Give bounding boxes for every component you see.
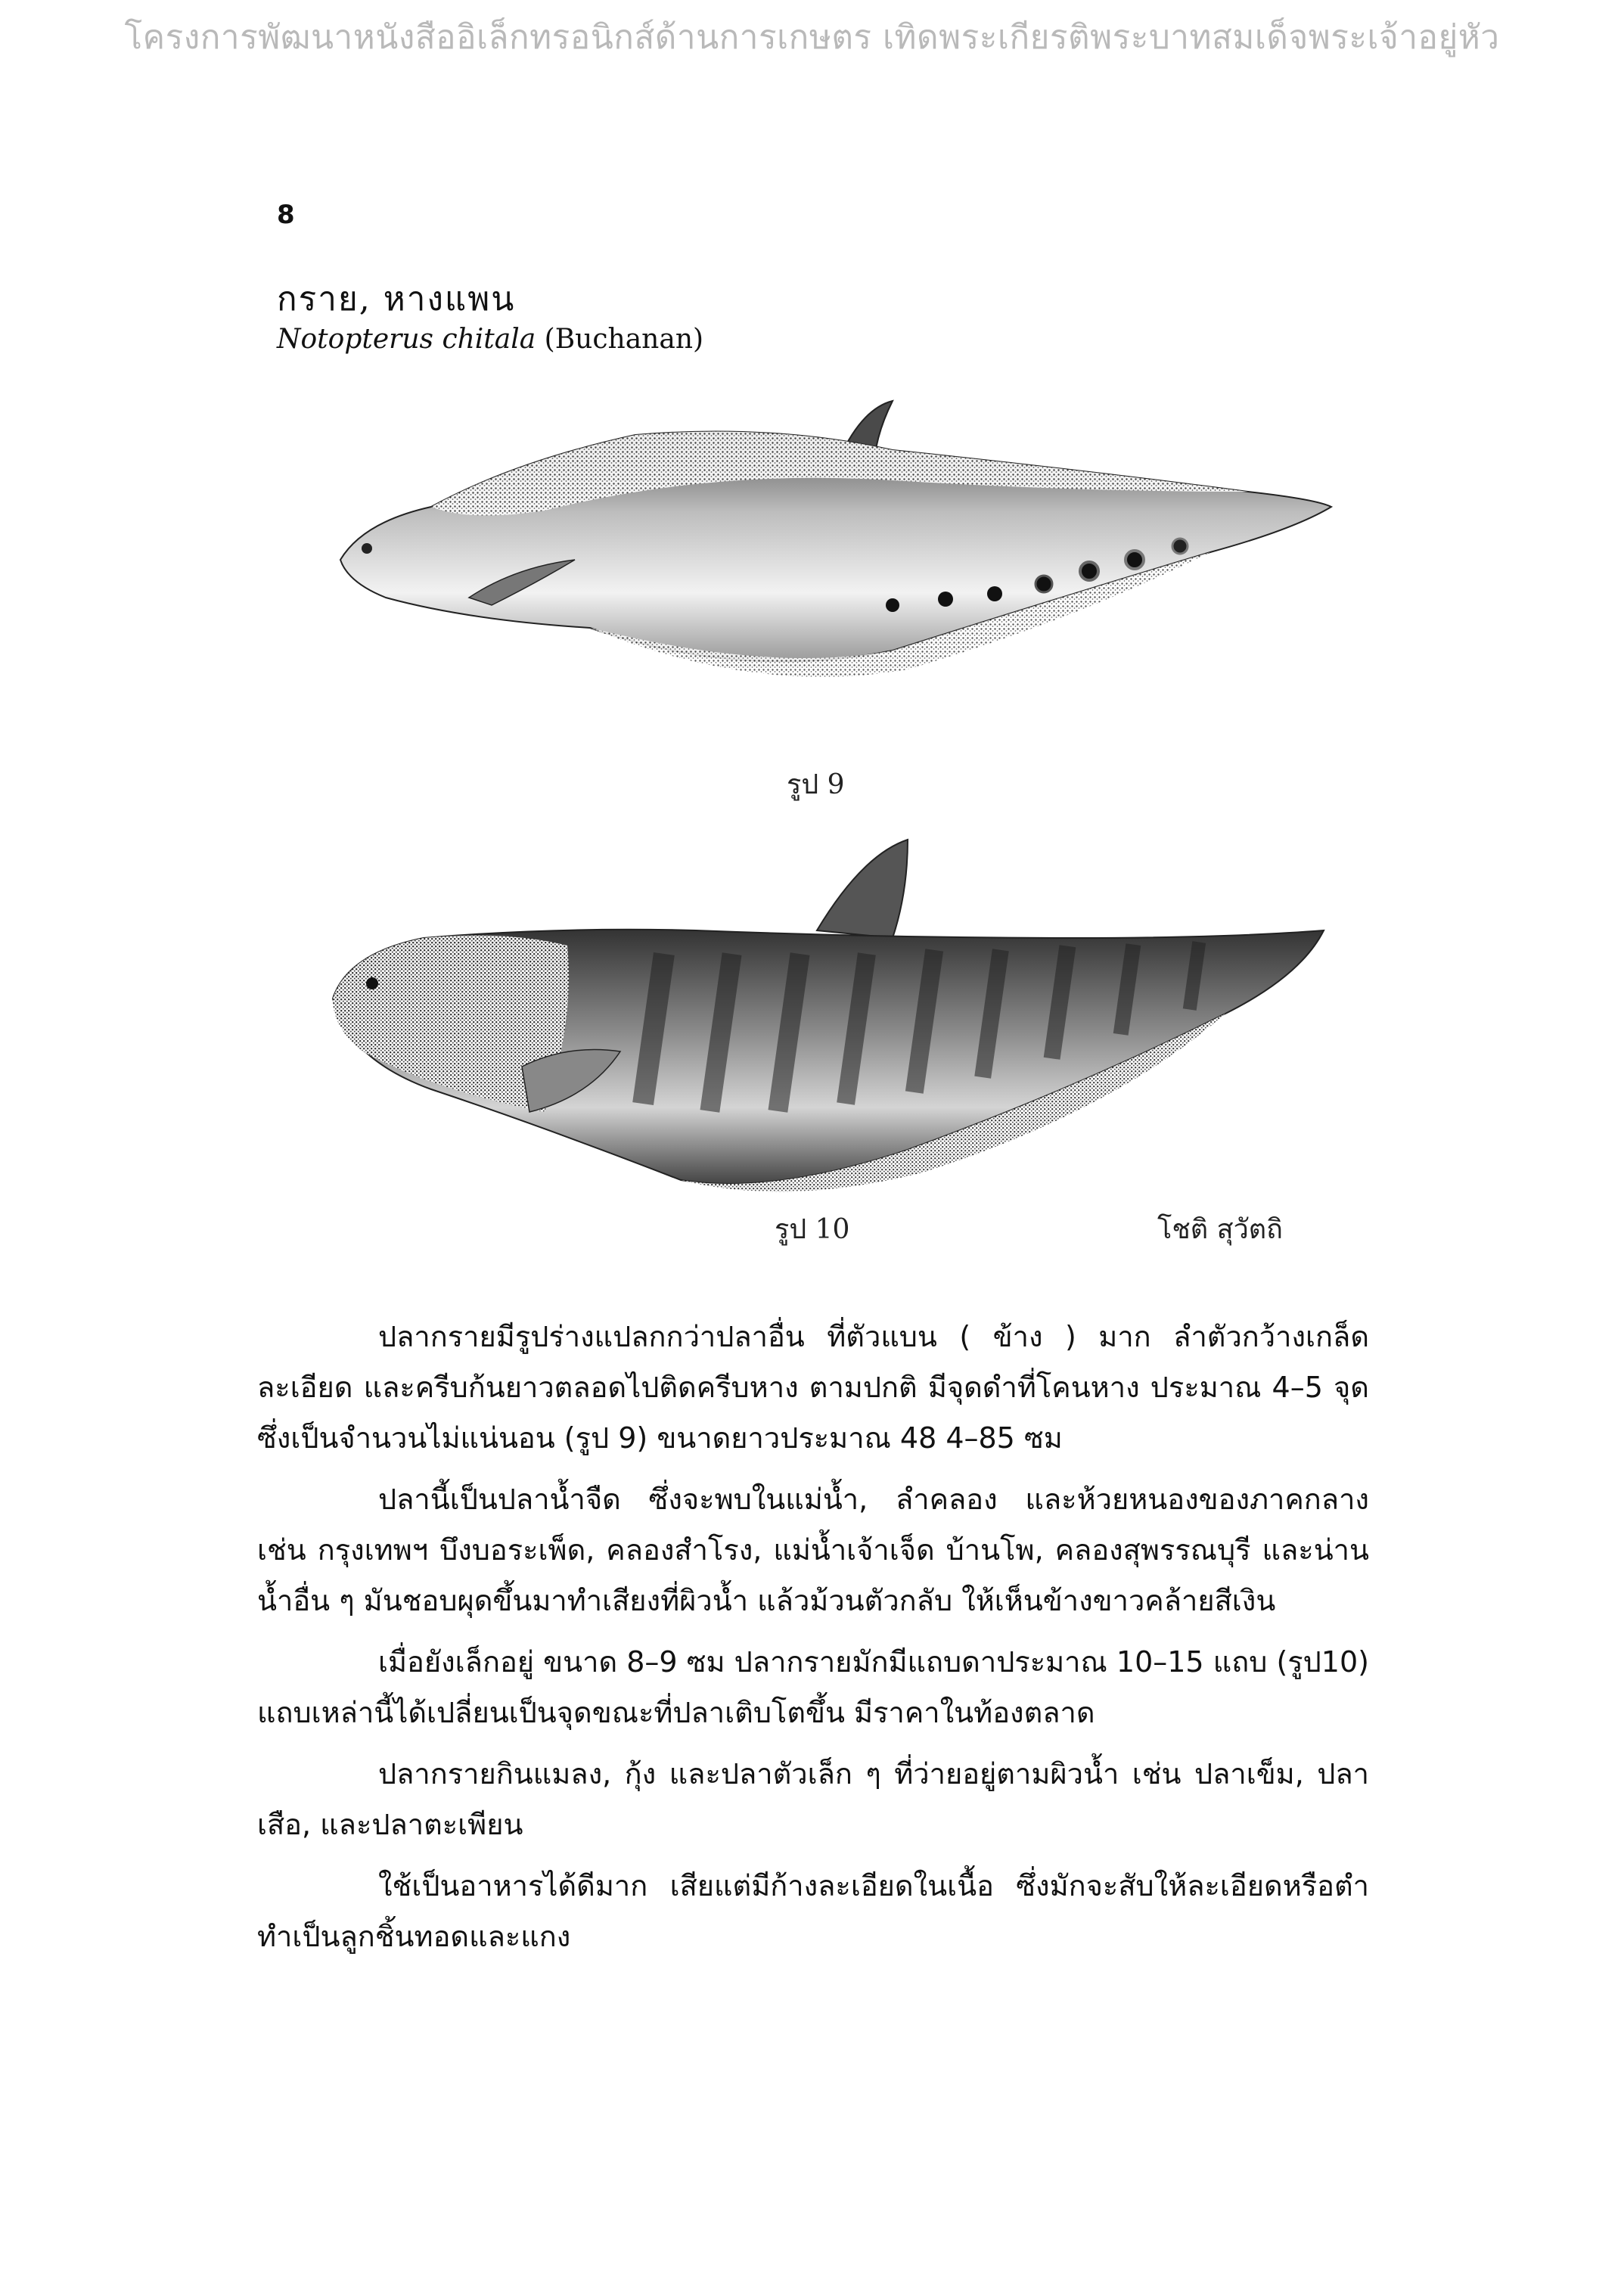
dorsal-fin: [817, 840, 908, 938]
eye-icon: [366, 977, 378, 989]
spot: [987, 586, 1002, 601]
figure-10-fish-illustration: [318, 825, 1354, 1210]
spot: [1036, 576, 1052, 592]
spot: [1126, 551, 1144, 569]
spot: [1172, 539, 1188, 554]
paragraph: ปลานี้เป็นปลาน้ำจืด ซึ่งจะพบในแม่น้ำ, ลำคลอง และห้วยหนองของภาคกลาง เช่น กรุงเทพฯ บึงบอระเพ็ด, คลองสำโรง, แม่น้ำเจ้าเจ็ด บ้านโพ, คลองสุพรรณบุรี และน่านน้ำอื่น ๆ มันชอบผุดขึ้นมาทำเสียงที่ผิวน้ำ แล้วม้วนตัวกลับ ให้เห็นข้างขาวคล้ายสีเงิน: [257, 1483, 1369, 1617]
species-latin-binomial: Notopterus chitala: [277, 324, 536, 355]
spot: [938, 592, 953, 607]
header-banner: โครงการพัฒนาหนังสืออิเล็กทรอนิกส์ด้านการเกษตร เทิดพระเกียรติพระบาทสมเด็จพระเจ้าอยู่หัว: [124, 18, 1500, 57]
paragraph: ปลากรายมีรูปร่างแปลกกว่าปลาอื่น ที่ตัวแบน ( ข้าง ) มาก ลำตัวกว้างเกล็ดละเอียด และครีบก้นยาวตลอดไปติดครีบหาง ตามปกติ มีจุดดำที่โคนหาง ประมาณ 4–5 จุด ซึ่งเป็นจำนวนไม่แน่นอน (รูป 9) ขนาดยาวประมาณ 48 4–85 ซม: [257, 1320, 1369, 1455]
paragraph: ใช้เป็นอาหารได้ดีมาก เสียแต่มีก้างละเอียดในเนื้อ ซึ่งมักจะสับให้ละเอียดหรือตำ ทำเป็นลูกชิ้นทอดและแกง: [257, 1869, 1369, 1953]
paragraph: ปลากรายกินแมลง, กุ้ง และปลาตัวเล็ก ๆ ที่ว่ายอยู่ตามผิวน้ำ เช่น ปลาเข็ม, ปลาเสือ, และปลาตะเพียน: [257, 1757, 1369, 1841]
figure-9-caption: รูป 9: [787, 769, 845, 800]
photographer-credit: โชติ สุวัตถิ: [1157, 1214, 1283, 1245]
spot: [1080, 562, 1098, 580]
species-latin-name: [277, 324, 703, 355]
eye-icon: [362, 543, 372, 554]
spot: [886, 598, 899, 612]
body-text: [257, 1312, 1369, 1973]
paragraph: เมื่อยังเล็กอยู่ ขนาด 8–9 ซม ปลากรายมักมีแถบดาประมาณ 10–15 แถบ (รูป10) แถบเหล่านี้ได้เปลี่ยนเป็นจุดขณะที่ปลาเติบโตขึ้น มีราคาในท้องตลาด: [257, 1645, 1369, 1729]
species-latin-author: (Buchanan): [544, 324, 704, 355]
figure-9-fish-illustration: [318, 378, 1354, 711]
page-number: 8: [277, 200, 295, 230]
figure-10-caption: รูป 10: [775, 1214, 850, 1245]
species-thai-name: กราย, หางแพน: [277, 280, 516, 318]
